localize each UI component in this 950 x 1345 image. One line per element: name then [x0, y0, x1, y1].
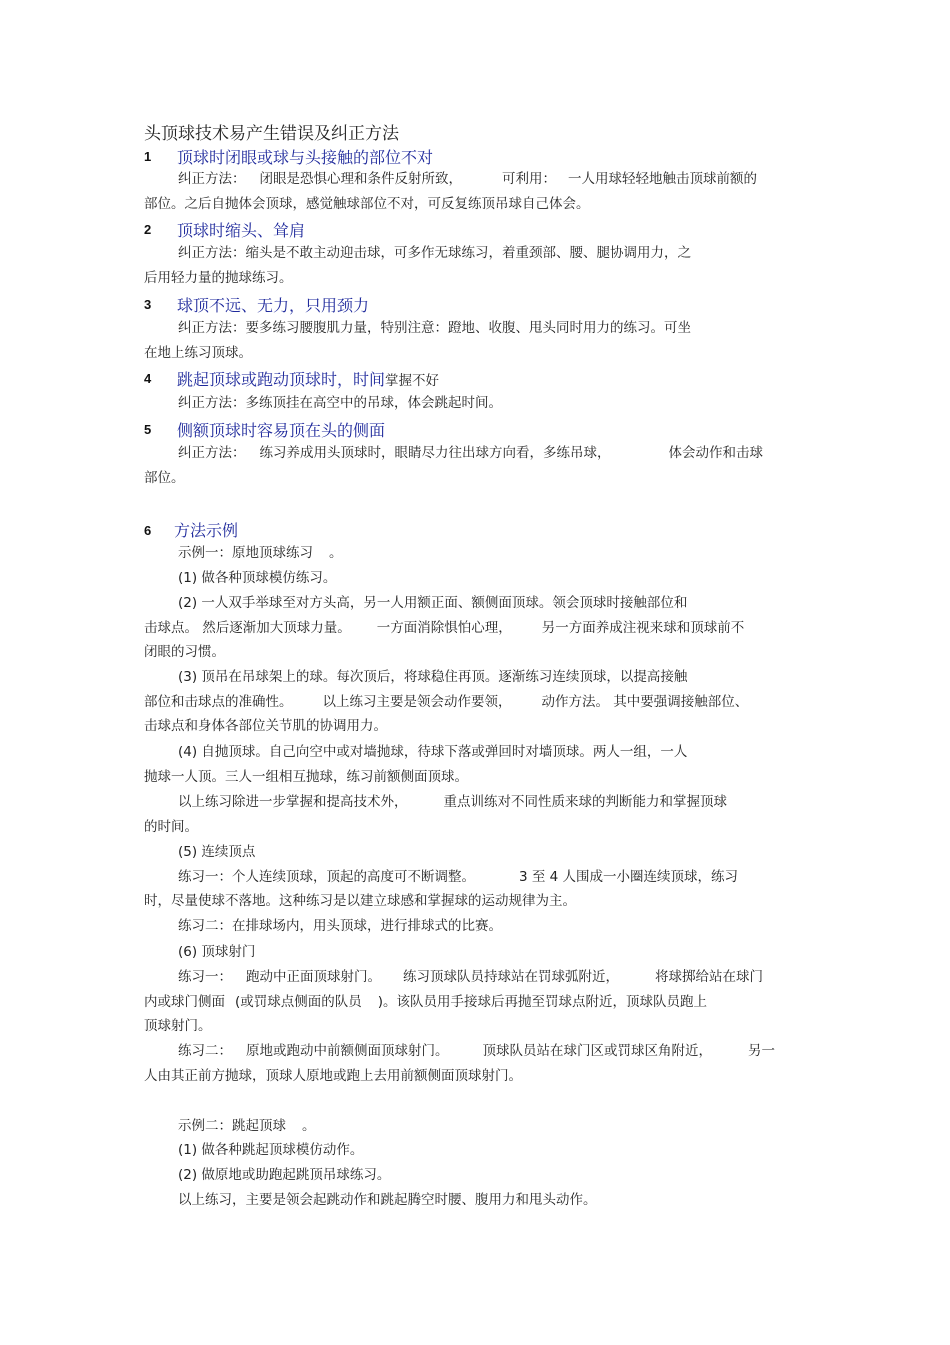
heading-tail: 掌握不好 — [385, 373, 440, 389]
text-span: 可利用： — [502, 171, 556, 187]
text-line: (6) 顶球射门 — [178, 944, 256, 960]
text-span: 顶球队员站在球门区或罚球区角附近， — [482, 1043, 712, 1059]
text-span: 重点训练对不同性质来球的判断能力和掌握顶球 — [443, 794, 727, 810]
text-span: 另一 — [748, 1043, 775, 1059]
text-line: (3) 顶吊在吊球架上的球。每次顶后，将球稳住再顶。逐渐练习连续顶球，以提高接触 — [178, 669, 688, 685]
text-span: 将球掷给站在球门 — [655, 969, 763, 985]
text-span: 练习二： — [178, 1043, 232, 1059]
text-line: (4) 自抛顶球。自己向空中或对墙抛球，待球下落或弹回时对墙顶球。两人一组，一人 — [178, 744, 688, 760]
text-line: 时，尽量使球不落地。这种练习是以建立球感和掌握球的运动规律为主。 — [144, 893, 576, 909]
text-span: 跑动中正面顶球射门。 — [246, 969, 381, 985]
section-heading-text: 顶球时缩头、耸肩 — [177, 221, 306, 240]
text-span: 练习一： — [178, 969, 232, 985]
text-line: 纠正方法：要多练习腰腹肌力量，特别注意：蹬地、收腹、甩头同时用力的练习。可坐 — [178, 320, 691, 336]
text-span: 一人用球轻轻地触击顶球前额的 — [568, 171, 757, 187]
section-number: 4 — [144, 371, 152, 386]
text-line: 练习二：在排球场内，用头顶球，进行排球式的比赛。 — [178, 918, 502, 934]
text-line — [178, 170, 757, 188]
text-line: (5) 连续顶点 — [178, 844, 256, 860]
text-line — [144, 993, 707, 1011]
text-line: 部位。之后自抛体会顶球，感觉触球部位不对，可反复练顶吊球自己体会。 — [144, 196, 590, 212]
heading-main: 跳起顶球或跑动顶球时，时间 — [177, 370, 386, 389]
text-line: (2) 一人双手举球至对方头高，另一人用额正面、额侧面顶球。领会顶球时接触部位和 — [178, 595, 688, 611]
section-heading-text: 顶球时闭眼或球与头接触的部位不对 — [177, 148, 434, 167]
text-span: 一方面消除惧怕心理， — [376, 620, 512, 636]
text-span: 原地或跑动中前额侧面顶球射门。 — [246, 1043, 449, 1059]
text-span: 练习一：个人连续顶球，顶起的高度可不断调整。 — [178, 869, 475, 885]
text-line: 人由其正前方抛球，顶球人原地或跑上去用前额侧面顶球射门。 — [144, 1068, 522, 1084]
text-line: (1) 做各种顶球模仿练习。 — [178, 570, 337, 586]
text-line: 抛球一人顶。三人一组相互抛球，练习前额侧面顶球。 — [144, 769, 468, 785]
text-line: 的时间。 — [144, 819, 198, 835]
text-span: 动作方法。 其中要强调接触部位、 — [541, 694, 749, 710]
section-number: 3 — [144, 297, 152, 312]
text-line: 在地上练习顶球。 — [144, 345, 252, 361]
text-line: (1) 做各种跳起顶球模仿动作。 — [178, 1142, 364, 1158]
text-line: 以上练习，主要是领会起跳动作和跳起腾空时腰、腹用力和甩头动作。 — [178, 1192, 597, 1208]
section-number: 2 — [144, 222, 152, 237]
text-line — [178, 444, 763, 462]
text-span: 另一方面养成注视来球和顶球前不 — [541, 620, 745, 636]
text-span: 。 — [302, 1118, 316, 1134]
text-span: 练习养成用头顶球时，眼睛尽力往出球方向看，多练吊球， — [259, 445, 611, 461]
section-heading-text: 方法示例 — [174, 521, 239, 540]
text-span: 以上练习主要是领会动作要领， — [322, 694, 512, 710]
text-span: 以上练习除进一步掌握和提高技术外， — [178, 794, 408, 810]
text-line — [178, 1042, 775, 1060]
text-line: 闭眼的习惯。 — [144, 644, 225, 660]
text-span: 内或球门侧面 — [144, 994, 225, 1010]
section-heading-text: 侧额顶球时容易顶在头的侧面 — [177, 421, 386, 440]
text-line: 纠正方法：缩头是不敢主动迎击球，可多作无球练习，着重颈部、腰、腿协调用力，之 — [178, 245, 691, 261]
text-line — [178, 868, 738, 886]
section-heading-text — [177, 367, 439, 390]
text-line: 顶球射门。 — [144, 1018, 212, 1034]
section-heading-text: 球顶不远、无力，只用颈力 — [177, 296, 370, 315]
text-span: 部位和击球点的准确性。 — [144, 694, 293, 710]
text-span: 纠正方法： — [178, 445, 246, 461]
text-span: 示例一：原地顶球练习 — [178, 545, 313, 561]
text-span: 练习顶球队员持球站在罚球弧附近， — [403, 969, 619, 985]
text-span: 体会动作和击球 — [668, 445, 763, 461]
text-line — [144, 619, 744, 637]
text-span: 3 至 4 人围成一小圈连续顶球，练习 — [519, 869, 739, 885]
example-title — [178, 1117, 316, 1135]
text-line: 后用轻力量的抛球练习。 — [144, 270, 293, 286]
text-line: (2) 做原地或助跑起跳顶吊球练习。 — [178, 1167, 391, 1183]
text-line — [178, 968, 763, 986]
document-title: 头顶球技术易产生错误及纠正方法 — [144, 124, 399, 144]
text-line: 击球点和身体各部位关节肌的协调用力。 — [144, 718, 387, 734]
text-span: )。该队员用手接球后再抛至罚球点附近，顶球队员跑上 — [377, 994, 708, 1010]
text-line: 部位。 — [144, 470, 185, 486]
section-number: 5 — [144, 422, 152, 437]
text-span: 击球点。 然后逐渐加大顶球力量。 — [144, 620, 351, 636]
text-span: (或罚球点侧面的队员 — [235, 994, 362, 1010]
text-span: 。 — [329, 545, 343, 561]
example-title — [178, 544, 343, 562]
text-span: 纠正方法： — [178, 171, 246, 187]
text-line — [178, 793, 727, 811]
text-line — [144, 693, 748, 711]
section-number: 6 — [144, 523, 152, 538]
section-number: 1 — [144, 149, 152, 164]
text-span: 示例二：跳起顶球 — [178, 1118, 286, 1134]
text-span: 闭眼是恐惧心理和条件反射所致， — [259, 171, 462, 187]
text-line: 纠正方法：多练顶挂在高空中的吊球，体会跳起时间。 — [178, 395, 502, 411]
